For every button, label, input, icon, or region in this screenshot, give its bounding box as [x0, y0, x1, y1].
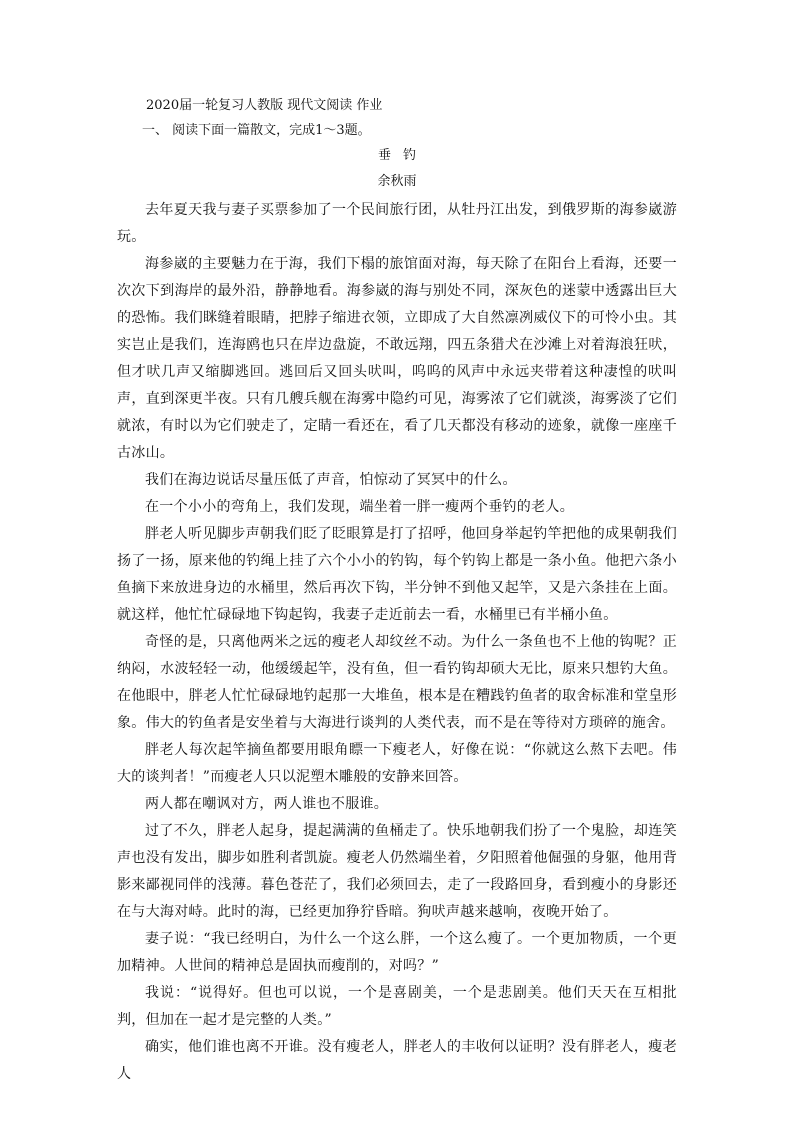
paragraph: 妻子说：“我已经明白，为什么一个这么胖，一个这么瘦了。一个更加物质，一个更加精神。人世间的精神总是固执而瘦削的，对吗？” — [117, 931, 677, 974]
paragraph: 胖老人每次起竿摘鱼都要用眼角瞟一下瘦老人，好像在说：“你就这么熬下去吧。伟大的谈判者！”而瘦老人只以泥塑木雕般的安静来回答。 — [117, 742, 677, 785]
paragraph: 两人都在嘲讽对方，两人谁也不服谁。 — [145, 796, 389, 812]
paragraph: 确实，他们谁也离不开谁。没有瘦老人，胖老人的丰收何以证明？没有胖老人，瘦老人 — [117, 1039, 677, 1082]
paragraph: 我说：“说得好。但也可以说，一个是喜剧美，一个是悲剧美。他们天天在互相批判，但加在一起才是完整的人类。” — [117, 985, 677, 1028]
article-title: 垂钓 — [377, 148, 428, 163]
article-body — [117, 197, 677, 1088]
paragraph: 海参崴的主要魅力在于海，我们下榻的旅馆面对海，每天除了在阳台上看海，还要一次次下到海岸的最外沿，静静地看。海参崴的海与别处不同，深灰色的迷蒙中透露出巨大的恐怖。我们眯缝着眼睛，把脖子缩进衣领，立即成了大自然凛冽威仪下的可怜小虫。其实岂止是我们，连海鸥也只在岸边盘旋，不敢远翔，四五条猎犬在沙滩上对着海浪狂吠，但才吠几声又缩脚逃回。逃回后又回头吠叫，呜呜的风声中永远夹带着这种凄惶的吠叫声，直到深更半夜。只有几艘兵舰在海雾中隐约可见，海雾浓了它们就淡，海雾淡了它们就浓，有时以为它们驶走了，定睛一看还在，看了几天都没有移动的迹象，就像一座座千古冰山。 — [117, 256, 677, 461]
paragraph: 在一个小小的弯角上，我们发现，端坐着一胖一瘦两个垂钓的老人。 — [145, 499, 574, 515]
section-instruction: 一、 阅读下面一篇散文，完成1～3题。 — [142, 123, 371, 138]
paragraph: 去年夏天我与妻子买票参加了一个民间旅行团，从牡丹江出发，到俄罗斯的海参崴游玩。 — [117, 202, 677, 245]
document-page — [117, 96, 677, 1088]
paragraph: 胖老人听见脚步声朝我们眨了眨眼算是打了招呼，他回身举起钓竿把他的成果朝我们扬了一扬，原来他的钓绳上挂了六个小小的钓钩，每个钓钩上都是一条小鱼。他把六条小鱼摘下来放进身边的水桶里，然后再次下钩，半分钟不到他又起竿，又是六条挂在上面。就这样，他忙忙碌碌地下钩起钩，我妻子走近前去一看，水桶里已有半桶小鱼。 — [117, 526, 677, 623]
article-author: 余秋雨 — [377, 174, 417, 189]
document-header: 2020届一轮复习人教版 现代文阅读 作业 — [146, 98, 383, 113]
paragraph: 我们在海边说话尽量压低了声音，怕惊动了冥冥中的什么。 — [145, 472, 517, 488]
paragraph: 过了不久，胖老人起身，提起满满的鱼桶走了。快乐地朝我们扮了一个鬼脸，却连笑声也没有发出，脚步如胜利者凯旋。瘦老人仍然端坐着，夕阳照着他倔强的身躯，他用背影来鄙视同伴的浅薄。暮色苍茫了，我们必须回去，走了一段路回身，看到瘦小的身影还在与大海对峙。此时的海，已经更加狰狞昏暗。狗吠声越来越响，夜晚开始了。 — [117, 823, 677, 920]
paragraph: 奇怪的是，只离他两米之远的瘦老人却纹丝不动。为什么一条鱼也不上他的钩呢？正纳闷，水波轻轻一动，他缓缓起竿，没有鱼，但一看钓钩却硕大无比，原来只想钓大鱼。在他眼中，胖老人忙忙碌碌地钓起那一大堆鱼，根本是在糟践钓鱼者的取舍标准和堂皇形象。伟大的钓鱼者是安坐着与大海进行谈判的人类代表，而不是在等待对方琐碎的施舍。 — [117, 634, 677, 731]
